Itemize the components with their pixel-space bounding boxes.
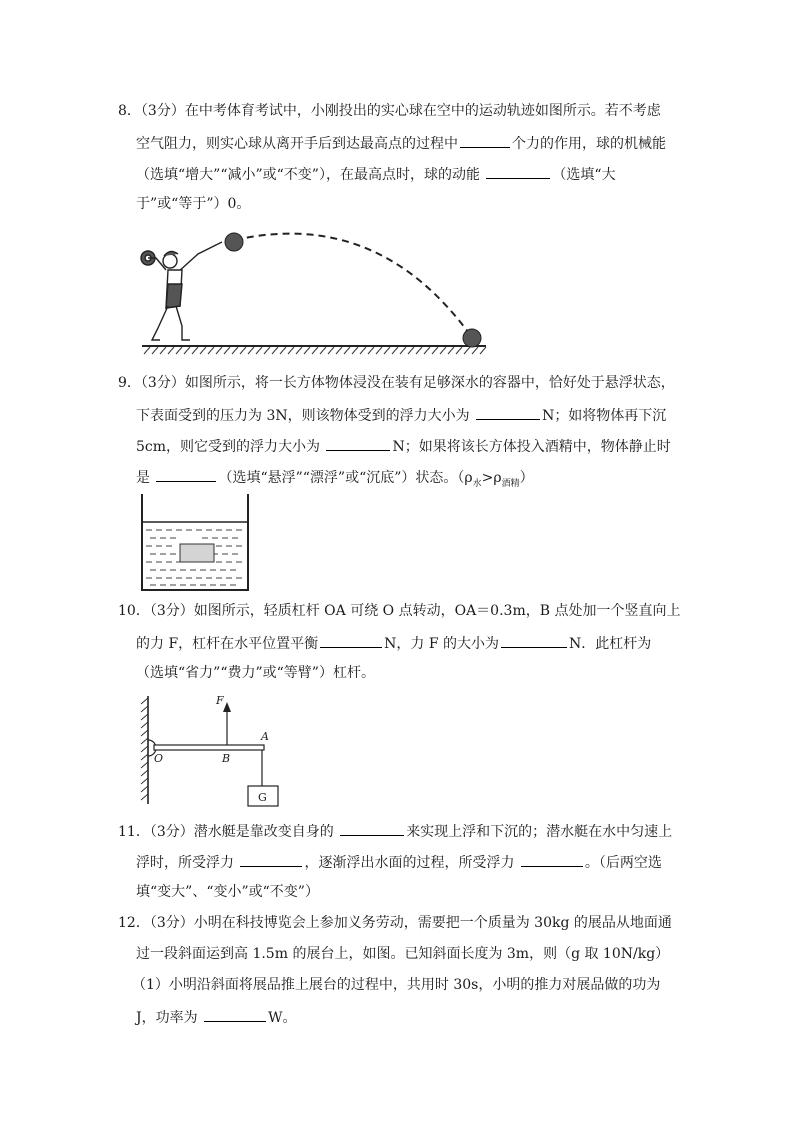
q8-blank1[interactable] bbox=[460, 133, 510, 148]
q9-line2: 下表面受到的压力为 3N，则该物体受到的浮力大小为 N；如将物体再下沉 bbox=[136, 405, 666, 425]
q10-blank1[interactable] bbox=[320, 633, 382, 648]
label-B: B bbox=[222, 752, 231, 765]
q11-blank2[interactable] bbox=[240, 852, 302, 867]
q8-line2: 空气阻力，则实心球从离开手后到达最高点的过程中 个力的作用，球的机械能 bbox=[136, 133, 666, 153]
label-F: F bbox=[216, 694, 224, 707]
q12-blank2[interactable] bbox=[204, 1007, 266, 1022]
label-O: O bbox=[154, 752, 164, 765]
q8-blank2[interactable] bbox=[486, 164, 550, 179]
q10-blank2[interactable] bbox=[501, 633, 567, 648]
q11-line3: 填“变大”、“变小”或“不变”） bbox=[136, 884, 319, 900]
wall-hatch bbox=[141, 698, 148, 800]
ball-landing bbox=[463, 329, 481, 347]
q11-line2: 浮时，所受浮力 ，逐渐浮出水面的过程，所受浮力 。（后两空选 bbox=[136, 852, 662, 872]
q12-line3: （1）小明沿斜面将展品推上展台的过程中，共用时 30s，小明的推力对展品做的功为 bbox=[132, 977, 661, 993]
q9-blank2[interactable] bbox=[326, 436, 390, 451]
trajectory-path bbox=[235, 234, 471, 336]
q9-line4: 是 （选填“悬浮”“漂浮”或“沉底”）状态。$(\rho_水>\rho_{酒精})$ bbox=[136, 467, 534, 493]
ground-hatch bbox=[144, 347, 486, 354]
q10-figure-lever bbox=[140, 690, 290, 808]
q9-blank1[interactable] bbox=[476, 405, 540, 420]
q10-line2: 的力 F，杠杆在水平位置平衡 N，力 F 的大小为 N．此杠杆为 bbox=[136, 633, 651, 653]
q12-line1: 12．（3分）小明在科技博览会上参加义务劳动，需要把一个质量为 30kg 的展品从地面通 bbox=[118, 915, 672, 931]
q11-line1: 11．（3分）潜水艇是靠改变自身的 来实现上浮和下沉的；潜水艇在水中匀速上 bbox=[118, 821, 672, 841]
lever-rod bbox=[154, 745, 264, 750]
q9-blank3[interactable] bbox=[156, 467, 216, 482]
q8-line1: 8．（3分）在中考体育考试中，小刚投出的实心球在空中的运动轨迹如图所示。若不考虑 bbox=[118, 103, 661, 119]
q10-line3: （选填“省力”“费力”或“等臂”）杠杆。 bbox=[136, 665, 375, 681]
thrower-figure bbox=[141, 242, 222, 340]
q11-blank1[interactable] bbox=[340, 821, 404, 836]
label-G: G bbox=[258, 791, 267, 804]
q10-line1: 10．（3分）如图所示，轻质杠杆 OA 可绕 O 点转动，OA＝0.3m，B 点处加一个竖直向上 bbox=[118, 603, 681, 619]
submerged-block bbox=[180, 544, 214, 562]
q8-line3: （选填“增大”“减小”或“不变”），在最高点时，球的动能 （选填“大 bbox=[136, 164, 616, 184]
q8-figure-throw bbox=[138, 228, 490, 362]
q12-line2: 过一段斜面运到高 1.5m 的展台上，如图。已知斜面长度为 3m，则（g 取 10N/kg） bbox=[136, 946, 670, 962]
q11-blank3[interactable] bbox=[521, 852, 583, 867]
q8-line4: 于”或“等于”）0。 bbox=[136, 196, 251, 212]
ball-top bbox=[225, 233, 243, 251]
q9-line1: 9．（3分）如图所示，将一长方体物体浸没在装有足够深水的容器中，恰好处于悬浮状态， bbox=[118, 375, 675, 391]
q9-figure-container bbox=[140, 494, 252, 592]
q9-line3: 5cm，则它受到的浮力大小为 N；如果将该长方体投入酒精中，物体静止时 bbox=[136, 436, 671, 456]
label-A: A bbox=[261, 730, 269, 743]
force-arrowhead bbox=[223, 702, 231, 712]
q12-line4: J，功率为 W。 bbox=[136, 1007, 296, 1027]
